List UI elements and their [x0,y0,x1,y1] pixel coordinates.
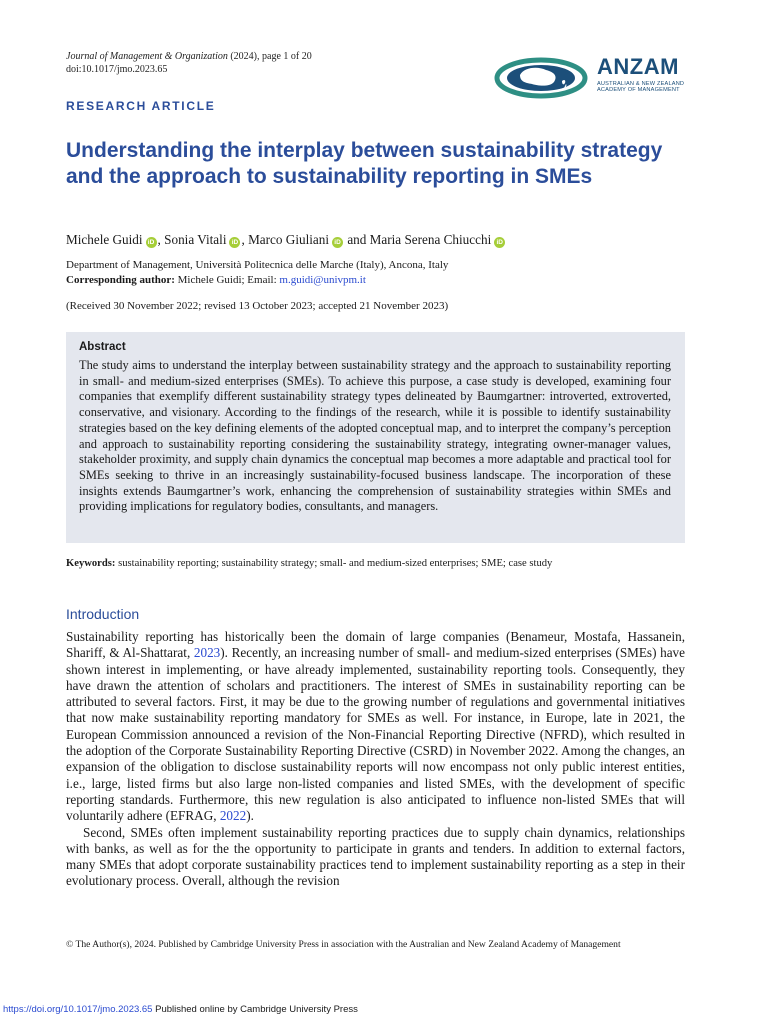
paragraph-text: ). Recently, an increasing number of small- and medium-sized enterprises (SMEs) have shown interest in implementing, or have already implemented, sustainability reporting tools. Consequently, they have drawn the attention of scholars and practitioners. The interest of SMEs in sustainability reporting can be attributed to several factors. First, it may be due to the growing number of regulations and governmental initiatives that now make sustainability reporting mandatory for SMEs as well. For instance, in Europe, late in 2021, the European Commission announced a revision of the Non-Financial Reporting Directive (NFRD), which resulted in the adoption of the Corporate Sustainability Reporting Directive (CSRD) in November 2022. Among the changes, an expansion of the obligation to disclose sustainability reports will now encompass not only public interest entities, i.e., large, listed firms but also large non-listed companies and listed SMEs, with the development of specific reporting standards. Furthermore, this new regulation is also anticipated to influence non-listed SMEs that will voluntarily adhere (EFRAG, [66,645,685,824]
introduction-body [66,629,685,890]
abstract-heading: Abstract [79,341,126,353]
published-text: Published online by Cambridge University Press [152,1004,358,1015]
section-heading-introduction: Introduction [66,606,140,622]
journal-meta: (2024), page 1 of 20 [227,51,312,62]
author-separator: and [344,232,370,247]
corresponding-author [66,273,448,288]
page-footer [3,1004,358,1015]
affiliation-block [66,258,448,287]
author-list [66,231,506,249]
anzam-subtitle-2: ACADEMY OF MANAGEMENT [597,87,680,94]
anzam-wordmark: ANZAM [597,54,679,79]
orcid-icon[interactable]: iD [332,237,343,248]
author-name[interactable]: Maria Serena Chiucchi [369,232,492,247]
citation-link[interactable]: 2022 [219,808,247,824]
affiliation: Department of Management, Università Politecnica delle Marche (Italy), Ancona, Italy [66,259,449,271]
abstract-text: The study aims to understand the interplay between sustainability strategy and the approach to sustainability reporting in small- and medium-sized enterprises (SMEs). To achieve this purpose, a case study is developed, examining four companies that exemplify different sustainability strategy types delineated by Baumgartner: introverted, extroverted, conservative, and visionary. According to the findings of the research, while it is possible to identify sustainability strategies based on the key defining elements of the adopted conceptual map, and to interpret the company’s perception and approach to sustainability reporting considering the sustainability strategy, integrating owner-manager values, stakeholder proximity, and supply chain dynamics the conceptual map becomes a more adaptable and practical tool for SMEs seeking to thrive in an increasingly sustainability-focused business landscape. The incorporation of these insights extends Baumgartner’s work, enhancing the comprehension of sustainability strategies within SMEs and providing implications for regulatory bodies, consultants, and managers. [79,358,671,514]
paragraph-text: Sustainability reporting has historically been the domain of large companies (Benameur, Mostafa, Hassanein, Shariff, & Al-Shattarat, [66,629,685,661]
author-name[interactable]: Marco Giuliani [248,232,330,247]
doi-link[interactable]: https://doi.org/10.1017/jmo.2023.65 [3,1004,153,1015]
corresponding-label: Corresponding author: [66,273,175,286]
globe-logo-icon [494,54,588,102]
citation-link[interactable]: 2023 [193,645,221,661]
keywords-label: Keywords: [66,558,116,569]
email-link[interactable]: m.guidi@univpm.it [279,273,366,286]
paragraph-text: ). [246,808,254,824]
paragraph: Second, SMEs often implement sustainability reporting practices due to supply chain dynamics, relationships with banks, as well as for the the opportunity to participate in grants and tenders. In addition to external factors, many SMEs that adopt corporate sustainability practices tend to implement sustainability reporting as a step in their evolutionary process. Overall, although the revision [66,824,685,889]
author-separator: , [157,232,165,247]
journal-citation [66,50,312,76]
author-name[interactable]: Sonia Vitali [164,232,227,247]
journal-doi: doi:10.1017/jmo.2023.65 [66,64,168,75]
author-separator: , [241,232,249,247]
paragraph [66,629,685,825]
keywords-text: sustainability reporting; sustainability strategy; small- and medium-sized enterprises; SME; case study [115,558,553,569]
orcid-icon[interactable]: iD [494,237,505,248]
article-title: Understanding the interplay between sustainability strategy and the approach to sustainability reporting in SMEs [66,139,663,188]
orcid-icon[interactable]: iD [146,237,157,248]
anzam-logo [494,54,694,102]
copyright-notice: © The Author(s), 2024. Published by Cambridge University Press in association with the Australian and New Zealand Academy of Management [66,939,621,950]
keywords [66,558,552,569]
journal-name: Journal of Management & Organization [66,51,228,62]
corresponding-text: Michele Guidi; Email: [174,273,280,286]
article-type-label: RESEARCH ARTICLE [66,99,216,113]
orcid-icon[interactable]: iD [229,237,240,248]
received-dates: (Received 30 November 2022; revised 13 October 2023; accepted 21 November 2023) [66,300,449,312]
author-name[interactable]: Michele Guidi [66,232,143,247]
anzam-subtitle-1: AUSTRALIAN & NEW ZEALAND [597,81,685,87]
